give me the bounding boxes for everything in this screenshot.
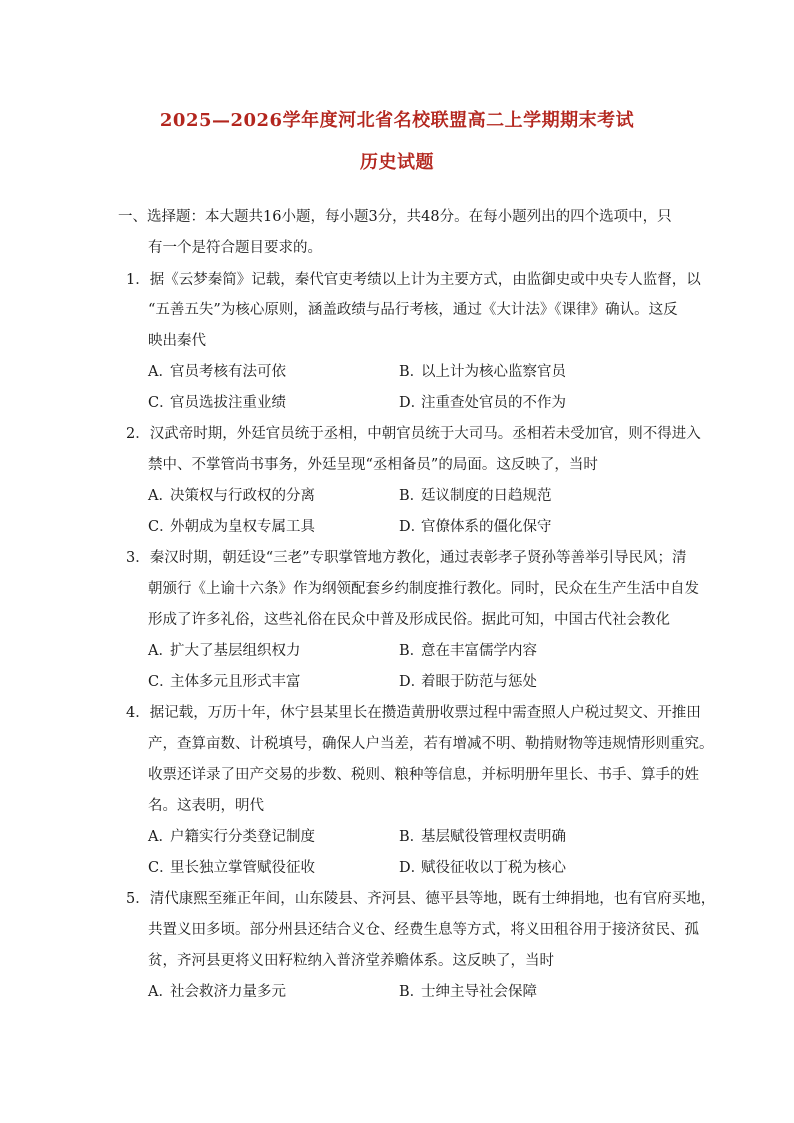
question-4-option-c: C．里长独立掌管赋役征收	[148, 860, 315, 876]
question-2-line: 禁中、不掌管尚书事务，外廷呈现“丞相备员”的局面。这反映了，当时	[148, 457, 598, 473]
question-2-option-d: D．官僚体系的僵化保守	[399, 519, 552, 535]
question-2-option-c: C．外朝成为皇权专属工具	[148, 519, 315, 535]
question-1-option-a: A．官员考核有法可依	[148, 364, 286, 380]
question-4-line: 收票还详录了田产交易的步数、税则、粮种等信息，并标明册年里长、书手、算手的姓	[148, 767, 699, 783]
question-4-line: 4．据记载，万历十年，休宁县某里长在攒造黄册收票过程中需查照人户税过契文、开推田	[126, 705, 701, 721]
question-5-line: 5．清代康熙至雍正年间，山东陵县、齐河县、德平县等地，既有士绅捐地，也有官府买地，	[126, 891, 716, 907]
question-5-line: 共置义田多顷。部分州县还结合义仓、经费生息等方式，将义田租谷用于接济贫民、孤	[148, 922, 699, 938]
question-2-option-b: B．廷议制度的日趋规范	[399, 488, 552, 504]
question-3-line: 朝颁行《上谕十六条》作为纲领配套乡约制度推行教化。同时，民众在生产生活中自发	[148, 581, 699, 597]
question-4-line: 名。这表明，明代	[148, 798, 264, 814]
section-instruction-cont: 有一个是符合题目要求的。	[148, 240, 322, 256]
question-1-option-d: D．注重查处官员的不作为	[399, 395, 566, 411]
question-4-option-d: D．赋役征收以丁税为核心	[399, 860, 566, 876]
question-3-option-d: D．着眼于防范与惩处	[399, 674, 537, 690]
exam-title: 2025—2026学年度河北省名校联盟高二上学期期末考试	[159, 110, 635, 131]
question-1-option-b: B．以上计为核心监察官员	[399, 364, 566, 380]
question-5-line: 贫，齐河县更将义田籽粒纳入普济堂养赡体系。这反映了，当时	[148, 953, 554, 969]
question-1-line: 映出秦代	[148, 333, 206, 349]
question-4-option-b: B．基层赋役管理权责明确	[399, 829, 566, 845]
question-3-option-a: A．扩大了基层组织权力	[148, 643, 301, 659]
question-5-option-b: B．士绅主导社会保障	[399, 984, 537, 1000]
question-2-option-a: A．决策权与行政权的分离	[148, 488, 315, 504]
question-1-line: “五善五失”为核心原则，涵盖政绩与品行考核，通过《大计法》《课律》确认。这反	[148, 302, 678, 318]
question-1-option-c: C．官员选拔注重业绩	[148, 395, 286, 411]
question-3-option-c: C．主体多元且形式丰富	[148, 674, 301, 690]
question-2-line: 2．汉武帝时期，外廷官员统于丞相，中朝官员统于大司马。丞相若未受加官，则不得进入	[126, 426, 701, 442]
question-3-option-b: B．意在丰富儒学内容	[399, 643, 537, 659]
subject-title: 历史试题	[360, 152, 434, 173]
question-4-option-a: A．户籍实行分类登记制度	[148, 829, 315, 845]
question-5-option-a: A．社会救济力量多元	[148, 984, 286, 1000]
question-4-line: 产，查算亩数、计税填号，确保人户当差，若有增减不明、勒掯财物等违规情形则重究。	[148, 736, 714, 752]
question-3-line: 形成了许多礼俗，这些礼俗在民众中普及形成民俗。据此可知，中国古代社会教化	[148, 612, 670, 628]
section-instruction: 一、选择题：本大题共16小题，每小题3分，共48分。在每小题列出的四个选项中，只	[118, 209, 672, 225]
question-3-line: 3．秦汉时期，朝廷设“三老”专职掌管地方教化，通过表彰孝子贤孙等善举引导民风；清	[126, 550, 687, 566]
question-1-line: 1．据《云梦秦简》记载，秦代官吏考绩以上计为主要方式，由监御史或中央专人监督，以	[126, 272, 701, 288]
